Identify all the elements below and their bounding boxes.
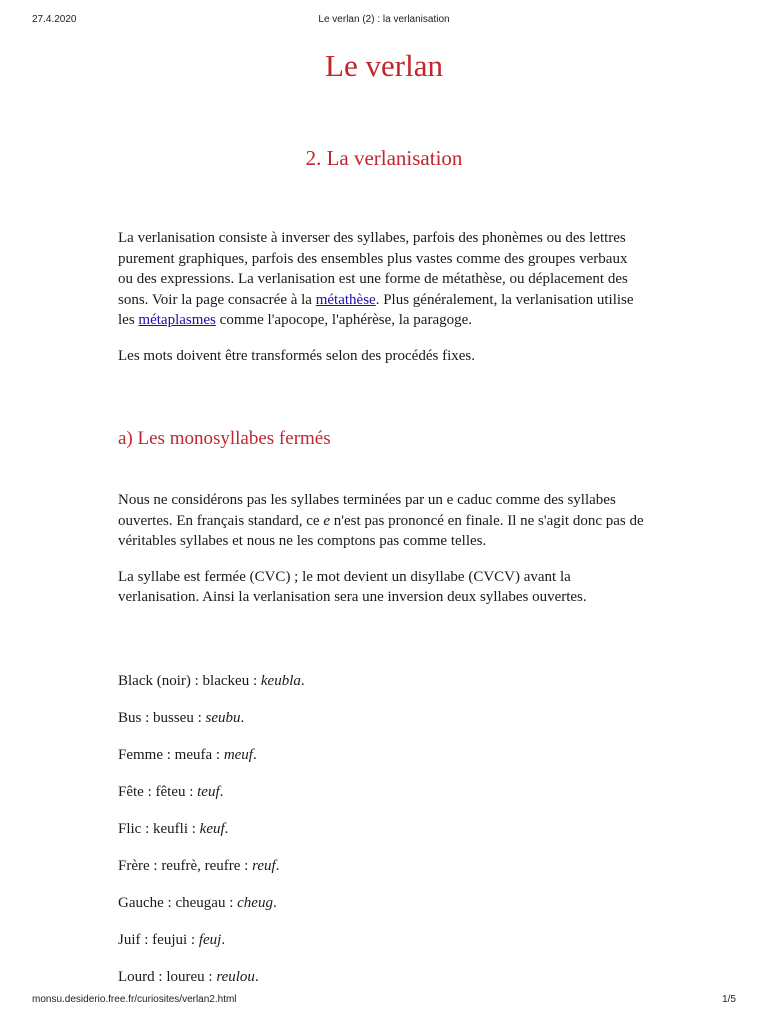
example-verlan: keuf — [199, 821, 225, 837]
subsection-text-1: Nous ne considérons pas les syllabes terminées par un e caduc comme des syllabes ouvertes. En français standard, ce — [118, 492, 616, 529]
example-lead: Juif : feujui : — [118, 932, 199, 948]
subsection-title: a) Les monosyllabes fermés — [118, 428, 331, 449]
example-verlan: reuf — [252, 858, 276, 874]
metaplasmes-link[interactable]: métaplasmes — [138, 312, 216, 328]
print-footer — [0, 994, 768, 1008]
metathese-link[interactable]: métathèse — [315, 291, 376, 308]
example-item — [118, 782, 646, 819]
example-end: . — [254, 969, 259, 985]
print-page-title: Le verlan (2) : la verlanisation — [318, 14, 450, 25]
example-lead: Black (noir) : blackeu : — [118, 673, 261, 689]
example-end: . — [275, 858, 280, 874]
print-header — [0, 14, 768, 28]
example-verlan: keubla — [260, 673, 301, 689]
example-list — [118, 671, 646, 1004]
example-verlan: seubu — [205, 710, 241, 726]
example-item — [118, 708, 646, 745]
example-verlan: cheug — [237, 895, 273, 911]
example-lead: Gauche : cheugau : — [118, 895, 238, 911]
intro-text-3: comme l'apocope, l'aphérèse, la paragoge. — [215, 312, 473, 328]
print-date: 27.4.2020 — [32, 14, 77, 25]
example-end: . — [224, 821, 229, 837]
example-item — [118, 856, 646, 893]
example-lead: Lourd : loureu : — [118, 969, 217, 985]
example-item — [118, 930, 646, 967]
example-lead: Frère : reufrè, reufre : — [118, 858, 253, 874]
example-end: . — [252, 747, 257, 763]
example-end: . — [300, 673, 305, 689]
example-lead: Flic : keufli : — [118, 821, 200, 837]
print-url: monsu.desiderio.free.fr/curiosites/verlan2.html — [32, 994, 237, 1005]
example-end: . — [219, 784, 224, 800]
intro-text-1: La verlanisation consiste à inverser des syllabes, parfois des phonèmes ou des lettres purement graphiques, parfois des ensembles plus vastes comme des groupes verbaux ou des expressions. La verlanisation est une forme de métathèse, ou déplacement des sons. Voir la page consacrée à la — [118, 230, 628, 308]
example-lead: Fête : fêteu : — [118, 784, 198, 800]
example-item — [118, 893, 646, 930]
example-lead: Bus : busseu : — [118, 710, 206, 726]
subsection-paragraph-1 — [118, 490, 646, 552]
subsection-text-2: n'est pas prononcé en finale. Il ne s'agit donc pas de véritables syllabes et nous ne les comptons pas comme telles. — [118, 512, 644, 549]
intro-paragraph-2: Les mots doivent être transformés selon des procédés fixes. — [118, 347, 475, 364]
example-verlan: feuj — [198, 932, 222, 948]
example-end: . — [240, 710, 245, 726]
intro-section — [118, 228, 646, 381]
example-item — [118, 745, 646, 782]
example-verlan: reulou — [216, 969, 255, 985]
page-title: Le verlan — [325, 48, 443, 83]
intro-paragraph-1 — [118, 228, 646, 331]
example-end: . — [221, 932, 226, 948]
example-item — [118, 671, 646, 708]
example-lead: Femme : meufa : — [118, 747, 224, 763]
section-title: 2. La verlanisation — [305, 146, 463, 170]
caduc-e: e — [323, 512, 330, 529]
example-verlan: teuf — [197, 784, 220, 800]
example-end: . — [272, 895, 277, 911]
subsection-body — [118, 490, 646, 623]
example-item — [118, 819, 646, 856]
example-verlan: meuf — [223, 747, 253, 763]
intro-text-2: . Plus généralement, la verlanisation utilise les — [118, 291, 634, 328]
subsection-paragraph-2: La syllabe est fermée (CVC) ; le mot devient un disyllabe (CVCV) avant la verlanisation. Ainsi la verlanisation sera une inversion deux syllabes ouvertes. — [118, 568, 587, 605]
print-page-number: 1/5 — [722, 994, 736, 1005]
